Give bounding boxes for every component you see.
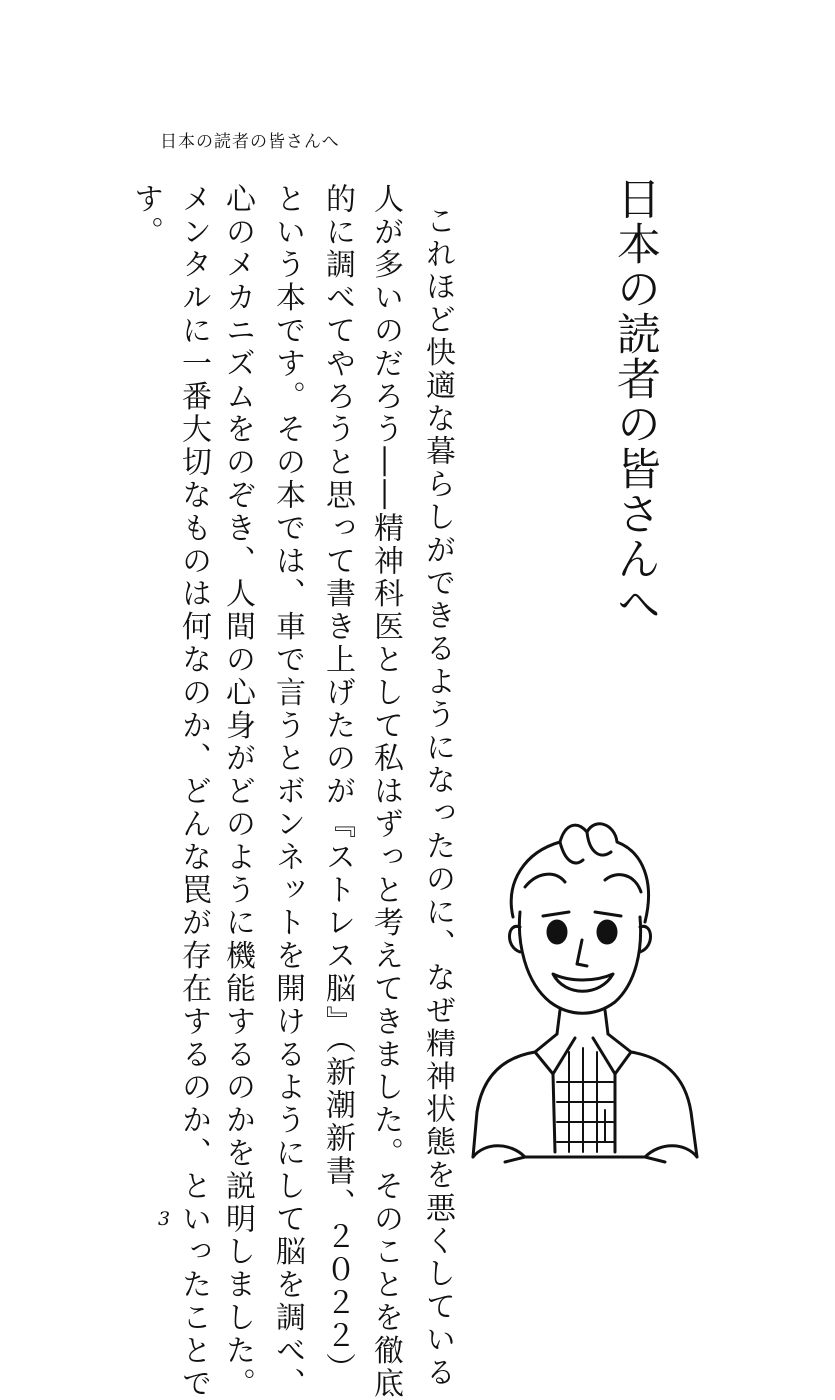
body-line-3: 的に調べてやろうと思って書き上げたのが『ストレス脳』（新潮新書、２０２２） bbox=[320, 183, 355, 1386]
body-line-6: メンタルに一番大切なものは何なのか、どんな罠が存在するのか、といったことで bbox=[176, 183, 211, 1400]
psychiatrist-cartoon-icon bbox=[465, 812, 710, 1172]
body-line-1: これほど快適な暮らしができるようになったのに、なぜ精神状態を悪くしている bbox=[420, 205, 455, 1390]
page-number: 3 bbox=[158, 1208, 171, 1230]
body-line-7: す。 bbox=[128, 183, 163, 249]
body-line-5: 心のメカニズムをのぞき、人間の心身がどのように機能するのかを説明しました。 bbox=[220, 183, 255, 1400]
body-line-2: 人が多いのだろう――精神科医として私はずっと考えてきました。そのことを徹底 bbox=[368, 183, 403, 1400]
body-line-4: という本です。その本では、車で言うとボンネットを開けるようにして脳を調べ、 bbox=[270, 183, 305, 1400]
chapter-title: 日本の読者の皆さんへ bbox=[609, 176, 660, 626]
running-head: 日本の読者の皆さんへ bbox=[160, 132, 340, 152]
